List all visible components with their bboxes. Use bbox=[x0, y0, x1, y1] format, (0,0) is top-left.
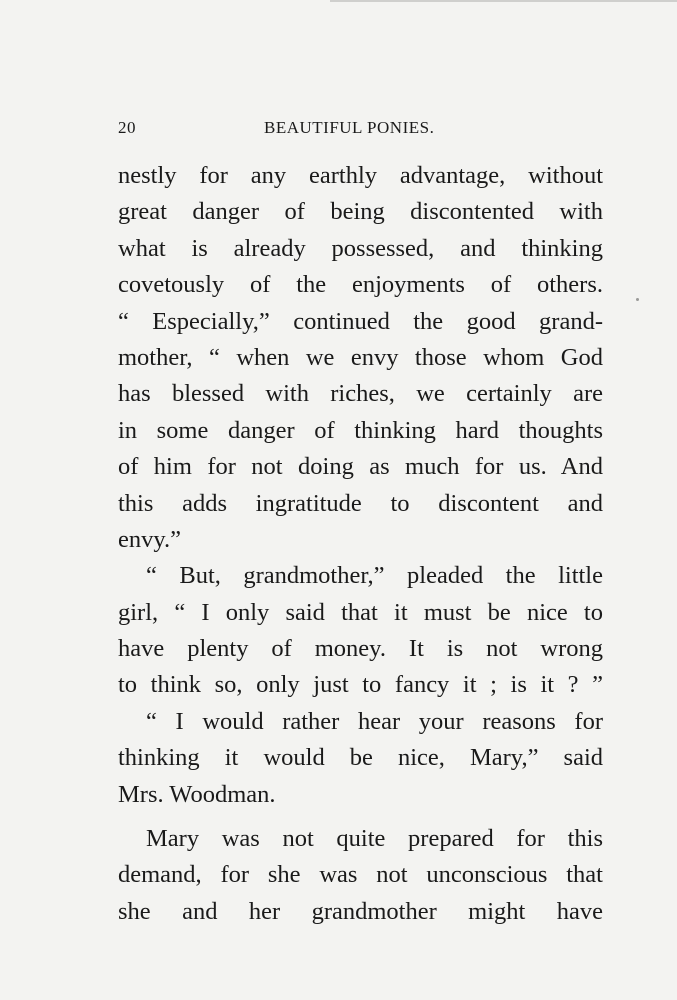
text-line: “ I would rather hear your reasons for bbox=[146, 707, 603, 735]
text-line: to think so, only just to fancy it ; is it ? ” bbox=[118, 671, 603, 699]
text-line: Mrs. Woodman. bbox=[118, 780, 276, 808]
running-head: BEAUTIFUL PONIES. bbox=[264, 118, 435, 137]
page-header bbox=[118, 118, 603, 140]
text-line: nestly for any earthly advantage, without bbox=[118, 162, 603, 189]
text-line: what is already possessed, and thinking bbox=[118, 234, 603, 262]
page-top-edge bbox=[330, 0, 677, 2]
text-line: this adds ingratitude to discontent and bbox=[118, 489, 603, 517]
text-line: of him for not doing as much for us. And bbox=[118, 453, 603, 481]
text-line: “ Especially,” continued the good grand- bbox=[118, 307, 603, 335]
text-line: demand, for she was not unconscious that bbox=[118, 861, 603, 889]
page-number: 20 bbox=[118, 118, 136, 137]
text-line: in some danger of thinking hard thoughts bbox=[118, 416, 603, 444]
text-line: have plenty of money. It is not wrong bbox=[118, 635, 603, 663]
text-line: girl, “ I only said that it must be nice to bbox=[118, 598, 603, 626]
text-line: envy.” bbox=[118, 525, 182, 553]
paragraph-gap bbox=[118, 813, 603, 821]
text-line: great danger of being discontented with bbox=[118, 198, 603, 226]
text-line: covetously of the enjoyments of others. bbox=[118, 271, 603, 299]
paper-speck bbox=[636, 298, 639, 301]
text-line: Mary was not quite prepared for this bbox=[146, 825, 603, 853]
text-line: has blessed with riches, we certainly are bbox=[118, 380, 603, 408]
text-line: she and her grandmother might have bbox=[118, 897, 603, 925]
text-line: thinking it would be nice, Mary,” said bbox=[118, 744, 603, 772]
text-line: mother, “ when we envy those whom God bbox=[118, 343, 603, 371]
body-text bbox=[118, 158, 603, 930]
text-line: “ But, grandmother,” pleaded the little bbox=[146, 562, 603, 590]
